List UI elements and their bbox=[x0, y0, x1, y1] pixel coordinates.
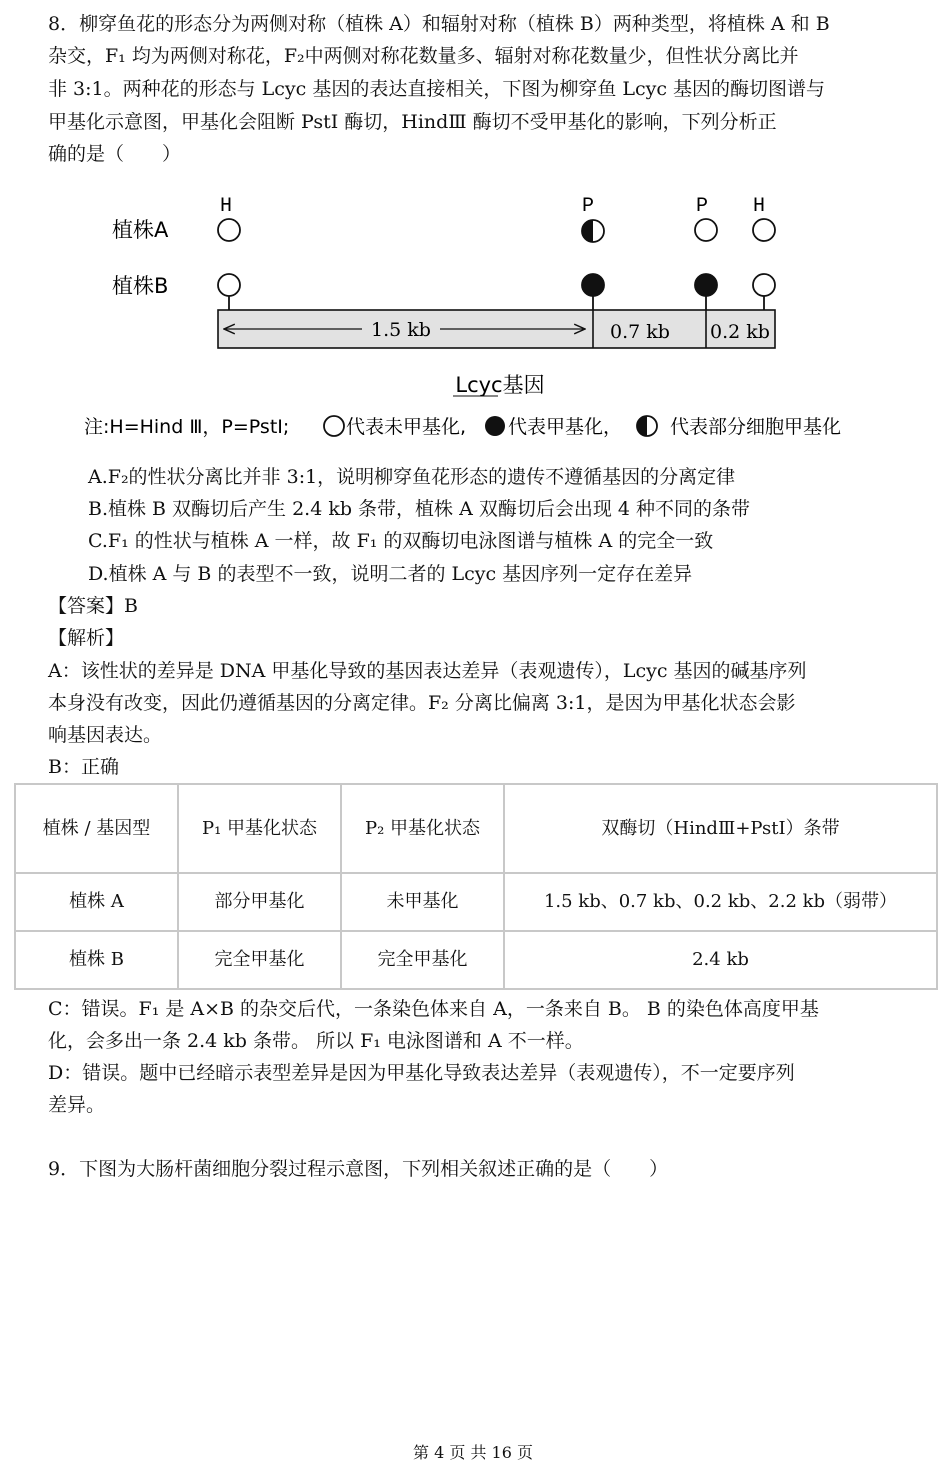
q8-line-2: 杂交，F₁ 均为两侧对称花，F₂中两侧对称花数量多、辐射对称花数量少，但性状分离比并 bbox=[48, 45, 799, 67]
lcyc-gene-diagram bbox=[0, 185, 946, 445]
analysis-c-line-1: C：错误。F₁ 是 A×B 的杂交后代，一条染色体来自 A，一条来自 B。 B 的染色体高度甲基 bbox=[48, 998, 819, 1020]
option-b: B.植株 B 双酶切后产生 2.4 kb 条带，植株 A 双酶切后会出现 4 种不同的条带 bbox=[88, 498, 751, 520]
analysis-a-line-3: 响基因表达。 bbox=[48, 724, 163, 746]
option-d: D.植株 A 与 B 的表型不一致，说明二者的 Lcyc 基因序列一定存在差异 bbox=[88, 563, 693, 585]
segment-0-2kb: 0.2 kb bbox=[710, 321, 770, 343]
table-cell: 植株 B bbox=[15, 931, 178, 989]
plant-a-h-unmethylated-icon bbox=[218, 219, 240, 241]
table-cell: 部分甲基化 bbox=[178, 873, 341, 931]
analysis-a-line-1: A：该性状的差异是 DNA 甲基化导致的基因表达差异（表观遗传），Lcyc 基因的碱基序列 bbox=[48, 660, 807, 682]
band-table bbox=[14, 783, 938, 990]
plant-b-label: 植株B bbox=[112, 274, 169, 298]
plant-b-p2-methylated-icon bbox=[695, 274, 717, 296]
answer-line: 【答案】B bbox=[48, 595, 138, 617]
table-cell: 植株 A bbox=[15, 873, 178, 931]
plant-a-h2-unmethylated-icon bbox=[753, 219, 775, 241]
site-label-h1: H bbox=[219, 195, 233, 218]
site-label-p1: P bbox=[581, 195, 595, 218]
plant-a-p1-partial-icon bbox=[582, 220, 604, 242]
legend-prefix: 注:H=Hind Ⅲ，P=PstⅠ; bbox=[84, 416, 290, 438]
legend-unmethylated-icon bbox=[324, 416, 344, 436]
table-header: 双酶切（HindⅢ+PstⅠ）条带 bbox=[504, 784, 937, 873]
analysis-a-line-2: 本身没有改变，因此仍遵循基因的分离定律。F₂ 分离比偏离 3:1，是因为甲基化状态会影 bbox=[48, 692, 796, 714]
plant-a-label: 植株A bbox=[112, 218, 169, 242]
analysis-c-line-2: 化，会多出一条 2.4 kb 条带。 所以 F₁ 电泳图谱和 A 不一样。 bbox=[48, 1030, 584, 1052]
q8-line-4: 甲基化示意图，甲基化会阻断 PstⅠ 酶切，HindⅢ 酶切不受甲基化的影响，下列分析正 bbox=[48, 111, 777, 133]
analysis-d-line-2: 差异。 bbox=[48, 1094, 106, 1116]
table-cell: 完全甲基化 bbox=[178, 931, 341, 989]
q8-line-1: 8．柳穿鱼花的形态分为两侧对称（植株 A）和辐射对称（植株 B）两种类型，将植株 A 和 B bbox=[48, 13, 830, 35]
site-label-p2: P bbox=[695, 195, 709, 218]
table-header: 植株 / 基因型 bbox=[15, 784, 178, 873]
table-cell: 1.5 kb、0.7 kb、0.2 kb、2.2 kb（弱带） bbox=[504, 873, 937, 931]
analysis-title: 【解析】 bbox=[48, 627, 125, 649]
table-cell: 完全甲基化 bbox=[341, 931, 504, 989]
plant-b-p1-methylated-icon bbox=[582, 274, 604, 296]
q8-line-3: 非 3:1。两种花的形态与 Lcyc 基因的表达直接相关，下图为柳穿鱼 Lcyc 基因的酶切图谱与 bbox=[48, 78, 826, 100]
segment-0-7kb: 0.7 kb bbox=[610, 321, 670, 343]
table-row bbox=[15, 873, 937, 931]
option-c: C.F₁ 的性状与植株 A 一样，故 F₁ 的双酶切电泳图谱与植株 A 的完全一致 bbox=[88, 530, 714, 552]
option-a: A.F₂的性状分离比并非 3:1，说明柳穿鱼花形态的遗传不遵循基因的分离定律 bbox=[88, 466, 736, 488]
segment-1-5kb: 1.5 kb bbox=[371, 319, 431, 341]
legend-unmethylated-text: 代表未甲基化, bbox=[346, 416, 467, 438]
table-cell: 未甲基化 bbox=[341, 873, 504, 931]
table-header: P₁ 甲基化状态 bbox=[178, 784, 341, 873]
legend-partial-text: 代表部分细胞甲基化 bbox=[670, 416, 842, 438]
page-footer: 第 4 页 共 16 页 bbox=[413, 1443, 533, 1462]
table-row bbox=[15, 931, 937, 989]
plant-b-h2-unmethylated-icon bbox=[753, 274, 775, 296]
analysis-b-line: B：正确 bbox=[48, 756, 119, 778]
plant-a-p2-unmethylated-icon bbox=[695, 219, 717, 241]
legend-methylated-icon bbox=[485, 416, 505, 436]
q8-line-5: 确的是（ ） bbox=[48, 143, 182, 165]
gene-title: Lcyc基因 bbox=[455, 373, 545, 397]
table-header: P₂ 甲基化状态 bbox=[341, 784, 504, 873]
q9-line: 9．下图为大肠杆菌细胞分裂过程示意图，下列相关叙述正确的是（ ） bbox=[48, 1158, 669, 1180]
table-cell: 2.4 kb bbox=[504, 931, 937, 989]
analysis-d-line-1: D：错误。题中已经暗示表型差异是因为甲基化导致表达差异（表观遗传），不一定要序列 bbox=[48, 1062, 795, 1084]
legend-partial-icon bbox=[637, 416, 657, 436]
legend-methylated-text: 代表甲基化， bbox=[508, 416, 623, 438]
plant-b-h-unmethylated-icon bbox=[218, 274, 240, 296]
site-label-h2: H bbox=[752, 195, 766, 218]
table-header-row bbox=[15, 784, 937, 873]
